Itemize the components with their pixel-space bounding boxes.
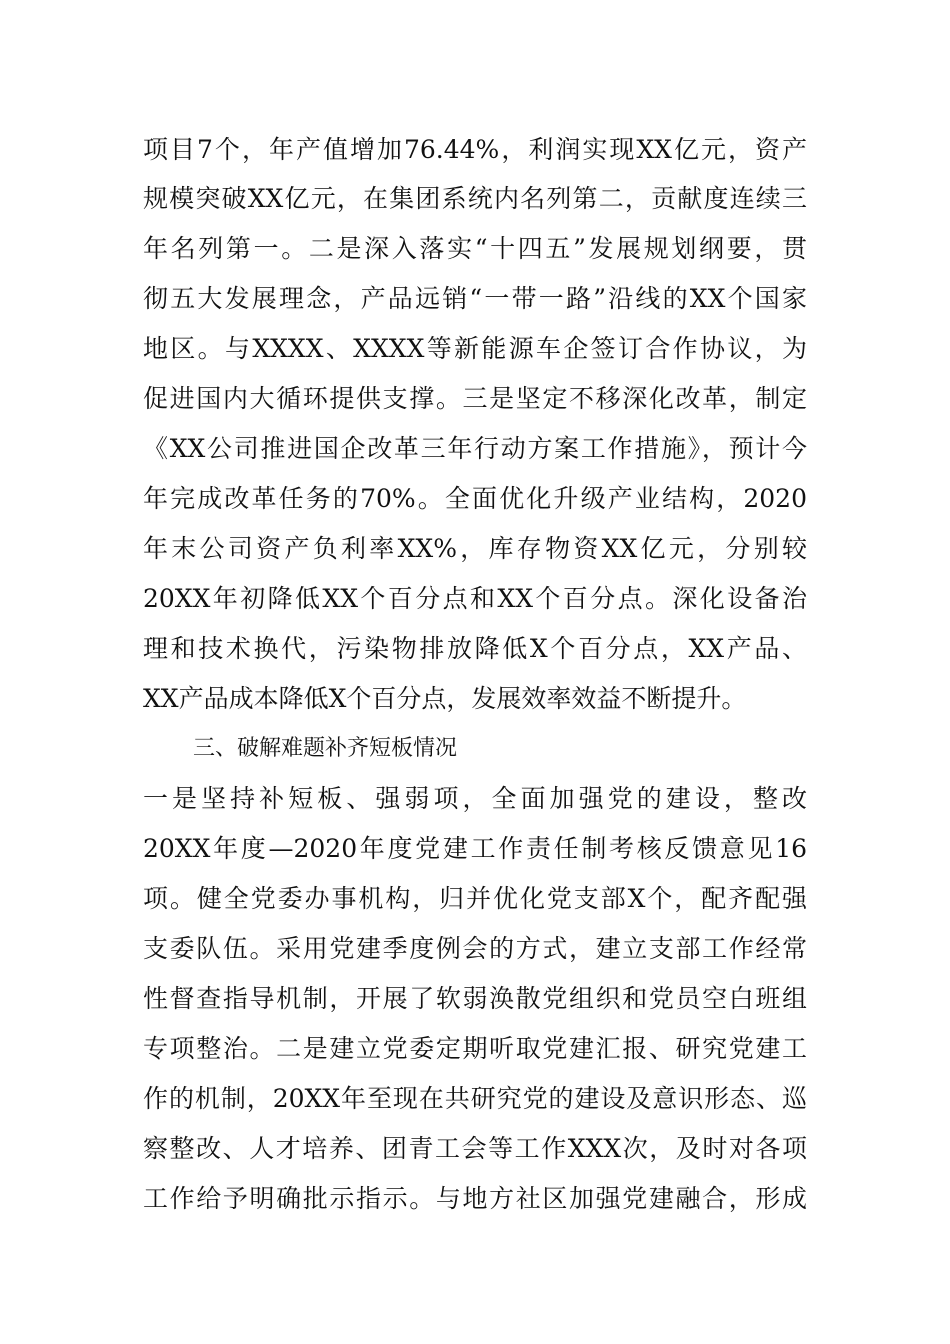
paragraph-line: 支委队伍。采用党建季度例会的方式，建立支部工作经常 (143, 934, 807, 963)
paragraph-line: 察整改、人才培养、团青工会等工作XXX次，及时对各项 (143, 1134, 807, 1163)
paragraph-line: 性督查指导机制，开展了软弱涣散党组织和党员空白班组 (143, 984, 807, 1013)
paragraph-line: 规模突破XX亿元，在集团系统内名列第二，贡献度连续三 (143, 184, 807, 213)
paragraph-line: 20XX年度—2020年度党建工作责任制考核反馈意见16 (143, 834, 807, 863)
paragraph-line: 地区。与XXXX、XXXX等新能源车企签订合作协议，为 (143, 334, 807, 363)
paragraph-line: 年名列第一。二是深入落实“十四五”发展规划纲要，贯 (143, 234, 807, 263)
paragraph-line: 彻五大发展理念，产品远销“一带一路”沿线的XX个国家 (143, 284, 807, 313)
paragraph-line: 20XX年初降低XX个百分点和XX个百分点。深化设备治 (143, 584, 807, 613)
paragraph-line: 理和技术换代，污染物排放降低X个百分点，XX产品、 (143, 634, 807, 663)
paragraph-line: 《XX公司推进国企改革三年行动方案工作措施》，预计今 (143, 434, 807, 463)
paragraph-line: 年末公司资产负利率XX%，库存物资XX亿元，分别较 (143, 534, 807, 563)
paragraph-line: 项。健全党委办事机构，归并优化党支部X个，配齐配强 (143, 884, 807, 913)
section-heading: 三、破解难题补齐短板情况 (193, 736, 458, 761)
paragraph-line: XX产品成本降低X个百分点，发展效率效益不断提升。 (143, 684, 747, 713)
paragraph-line: 一是坚持补短板、强弱项，全面加强党的建设，整改 (143, 784, 807, 813)
paragraph-line: 年完成改革任务的70%。全面优化升级产业结构，2020 (143, 484, 807, 513)
paragraph-line: 促进国内大循环提供支撑。三是坚定不移深化改革，制定 (143, 384, 807, 413)
paragraph-line: 工作给予明确批示指示。与地方社区加强党建融合，形成 (143, 1184, 807, 1213)
paragraph-line: 作的机制，20XX年至现在共研究党的建设及意识形态、巡 (143, 1084, 807, 1113)
paragraph-line: 专项整治。二是建立党委定期听取党建汇报、研究党建工 (143, 1034, 807, 1063)
paragraph-line: 项目7个，年产值增加76.44%，利润实现XX亿元，资产 (143, 135, 807, 164)
